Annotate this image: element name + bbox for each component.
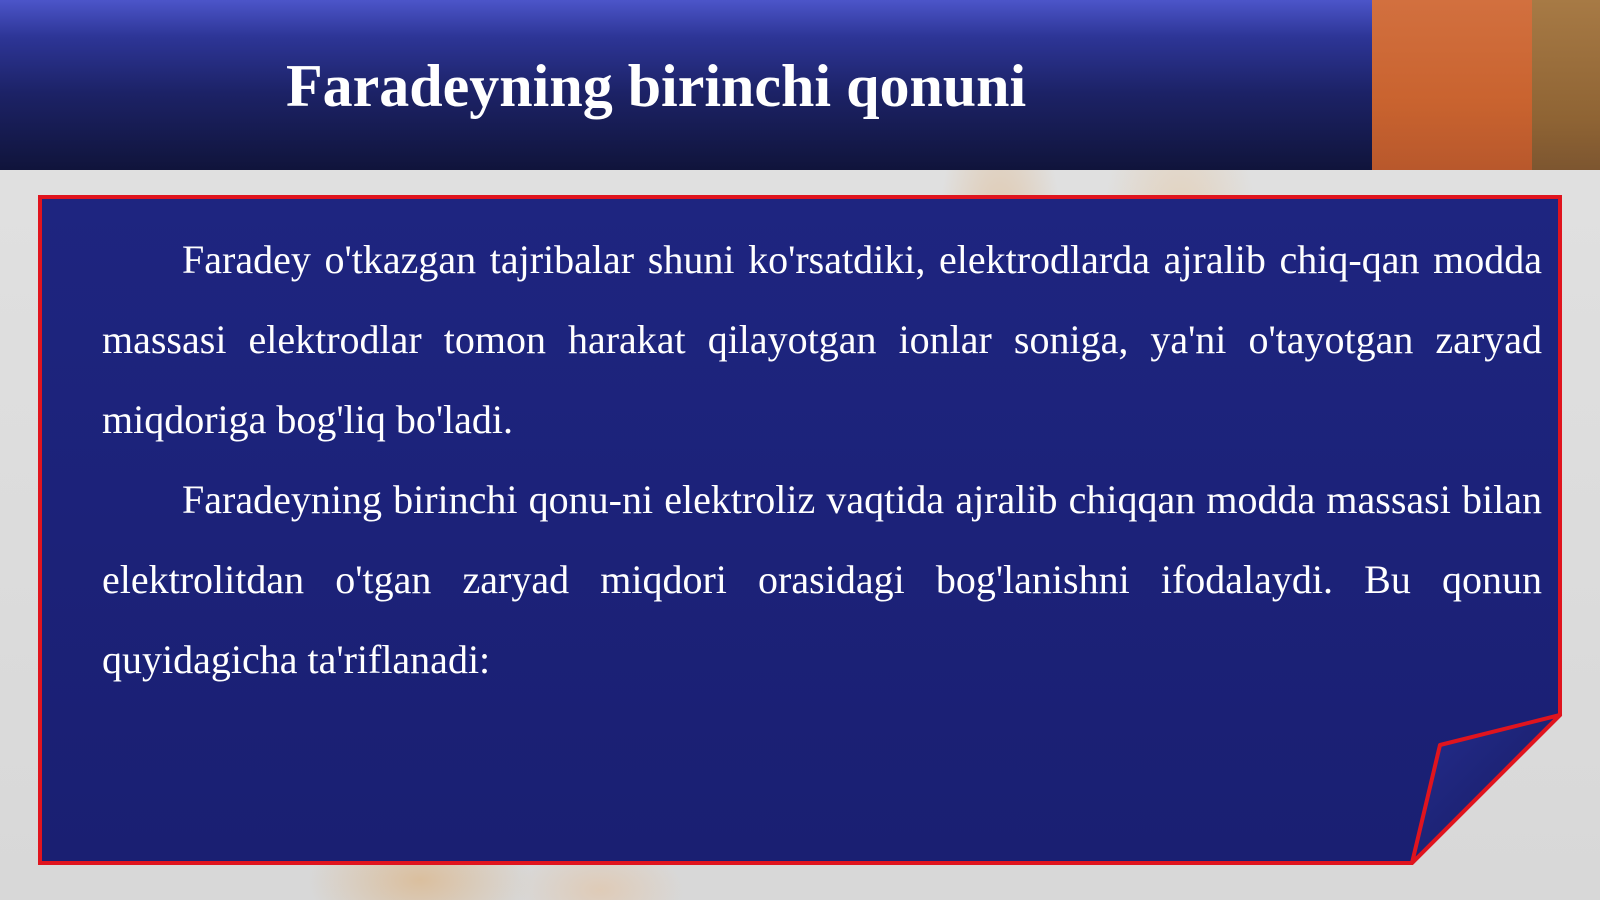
- paragraph-2: Faradeyning birinchi qonu-ni elektroliz vaqtida ajralib chiqqan modda massasi bilan elektrolitdan o'tgan zaryad miqdori orasidagi bog'lanishni ifodalaydi. Bu qonun quyidagicha ta'riflanadi:: [102, 477, 1542, 682]
- body-text: [102, 220, 1542, 700]
- paragraph-1: Faradey o'tkazgan tajribalar shuni ko'rsatdiki, elektrodlarda ajralib chiq-qan modda massasi elektrodlar tomon harakat qilayotgan ionlar soniga, ya'ni o'tayotgan zaryad miqdoriga bog'liq bo'ladi.: [102, 237, 1542, 442]
- slide-title: Faradeyning birinchi qonuni: [286, 53, 1027, 119]
